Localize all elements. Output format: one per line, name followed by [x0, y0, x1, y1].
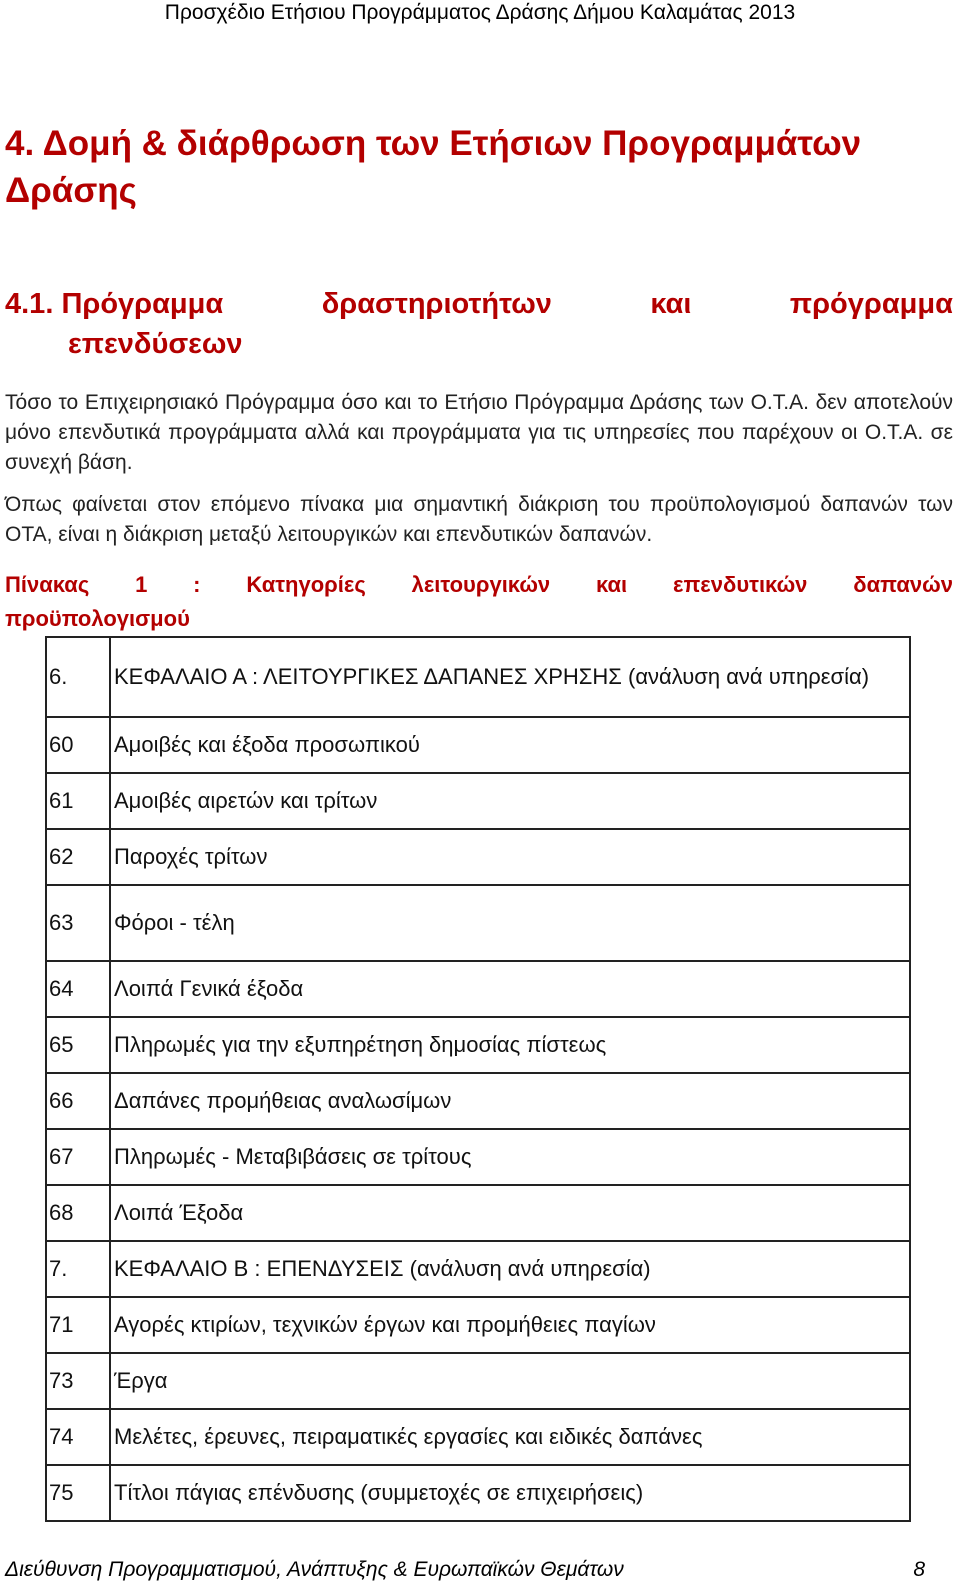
table-cell-code: 7.	[46, 1241, 110, 1297]
page-number: 8	[913, 1558, 925, 1581]
table-cell-code: 74	[46, 1409, 110, 1465]
caption-word: προϋπολογισμού	[5, 606, 190, 631]
table-cell-code: 66	[46, 1073, 110, 1129]
body-paragraph: Τόσο το Επιχειρησιακό Πρόγραμμα όσο και το Ετήσιο Πρόγραμμα Δράσης των Ο.Τ.Α. δεν αποτελούν μόνο επενδυτικά προγράμματα αλλά και προγράμματα για τις υπηρεσίες που παρέχουν οι Ο.Τ.Α. σε συνεχή βάση.	[5, 391, 953, 474]
table-row	[46, 1129, 910, 1185]
table-cell-code: 73	[46, 1353, 110, 1409]
table-cell-code: 6.	[46, 637, 110, 717]
subsection-heading-word: δραστηριοτήτων	[321, 288, 552, 320]
table-row	[46, 961, 910, 1017]
table-cell-code: 65	[46, 1017, 110, 1073]
footer-department: Διεύθυνση Προγραμματισμού, Ανάπτυξης & Ευρωπαϊκών Θεμάτων	[5, 1558, 624, 1581]
caption-word: δαπανών	[853, 572, 953, 597]
table-row	[46, 1241, 910, 1297]
table-row	[46, 1185, 910, 1241]
table-cell-description: Πληρωμές - Μεταβιβάσεις σε τρίτους	[110, 1129, 910, 1185]
table-row	[46, 1017, 910, 1073]
table-cell-description: Αμοιβές αιρετών και τρίτων	[110, 773, 910, 829]
table-cell-description: Μελέτες, έρευνες, πειραματικές εργασίες και ειδικές δαπάνες	[110, 1409, 910, 1465]
table-cell-description: Έργα	[110, 1353, 910, 1409]
table-row	[46, 1297, 910, 1353]
caption-word: επενδυτικών	[673, 572, 808, 597]
table-cell-code: 61	[46, 773, 110, 829]
table-cell-code: 60	[46, 717, 110, 773]
caption-word: και	[596, 572, 628, 597]
table-cell-code: 67	[46, 1129, 110, 1185]
table-row	[46, 773, 910, 829]
table-cell-description: Λοιπά Γενικά έξοδα	[110, 961, 910, 1017]
table-cell-description: Δαπάνες προμήθειας αναλωσίμων	[110, 1073, 910, 1129]
page-footer	[5, 1556, 925, 1584]
subsection-heading-word: 4.1. Πρόγραμμα	[5, 288, 224, 320]
table-cell-code: 75	[46, 1465, 110, 1521]
table-row	[46, 885, 910, 961]
table-row	[46, 829, 910, 885]
body-paragraph: Όπως φαίνεται στον επόμενο πίνακα μια σημαντική διάκριση του προϋπολογισμού δαπανών των ΟΤΑ, είναι η διάκριση μεταξύ λειτουργικών και επενδυτικών δαπανών.	[5, 493, 953, 546]
table-row	[46, 1409, 910, 1465]
table-cell-description: Παροχές τρίτων	[110, 829, 910, 885]
table-cell-description: ΚΕΦΑΛΑΙΟ Α : ΛΕΙΤΟΥΡΓΙΚΕΣ ΔΑΠΑΝΕΣ ΧΡΗΣΗΣ (ανάλυση ανά υπηρεσία)	[110, 637, 910, 717]
table-cell-description: Αμοιβές και έξοδα προσωπικού	[110, 717, 910, 773]
table-cell-code: 64	[46, 961, 110, 1017]
subsection-heading-word: και	[650, 288, 692, 320]
table-row	[46, 717, 910, 773]
table-row	[46, 1353, 910, 1409]
table-cell-description: Φόροι - τέλη	[110, 885, 910, 961]
table-row	[46, 637, 910, 717]
caption-word: :	[193, 572, 201, 597]
caption-word: 1	[135, 572, 148, 597]
subsection-heading	[5, 284, 953, 364]
table-cell-description: Τίτλοι πάγιας επένδυσης (συμμετοχές σε επιχειρήσεις)	[110, 1465, 910, 1521]
budget-categories-table	[45, 636, 911, 1522]
table-caption	[5, 568, 953, 636]
table-cell-code: 71	[46, 1297, 110, 1353]
page-header: Προσχέδιο Ετήσιου Προγράμματος Δράσης Δήμου Καλαμάτας 2013	[164, 1, 796, 24]
caption-word: Κατηγορίες	[246, 572, 366, 597]
section-heading: 4. Δομή & διάρθρωση των Ετήσιων Προγραμμάτων Δράσης	[5, 124, 862, 210]
caption-word: Πίνακας	[5, 572, 90, 597]
table-cell-code: 62	[46, 829, 110, 885]
table-cell-description: Λοιπά Έξοδα	[110, 1185, 910, 1241]
table-cell-description: Αγορές κτιρίων, τεχνικών έργων και προμήθειες παγίων	[110, 1297, 910, 1353]
table-cell-description: ΚΕΦΑΛΑΙΟ Β : ΕΠΕΝΔΥΣΕΙΣ (ανάλυση ανά υπηρεσία)	[110, 1241, 910, 1297]
table-cell-code: 68	[46, 1185, 110, 1241]
table-cell-description: Πληρωμές για την εξυπηρέτηση δημοσίας πίστεως	[110, 1017, 910, 1073]
subsection-heading-word: πρόγραμμα	[789, 288, 953, 320]
table-row	[46, 1073, 910, 1129]
caption-word: λειτουργικών	[411, 572, 551, 597]
table-cell-code: 63	[46, 885, 110, 961]
table-row	[46, 1465, 910, 1521]
subsection-heading-word: επενδύσεων	[68, 328, 243, 360]
